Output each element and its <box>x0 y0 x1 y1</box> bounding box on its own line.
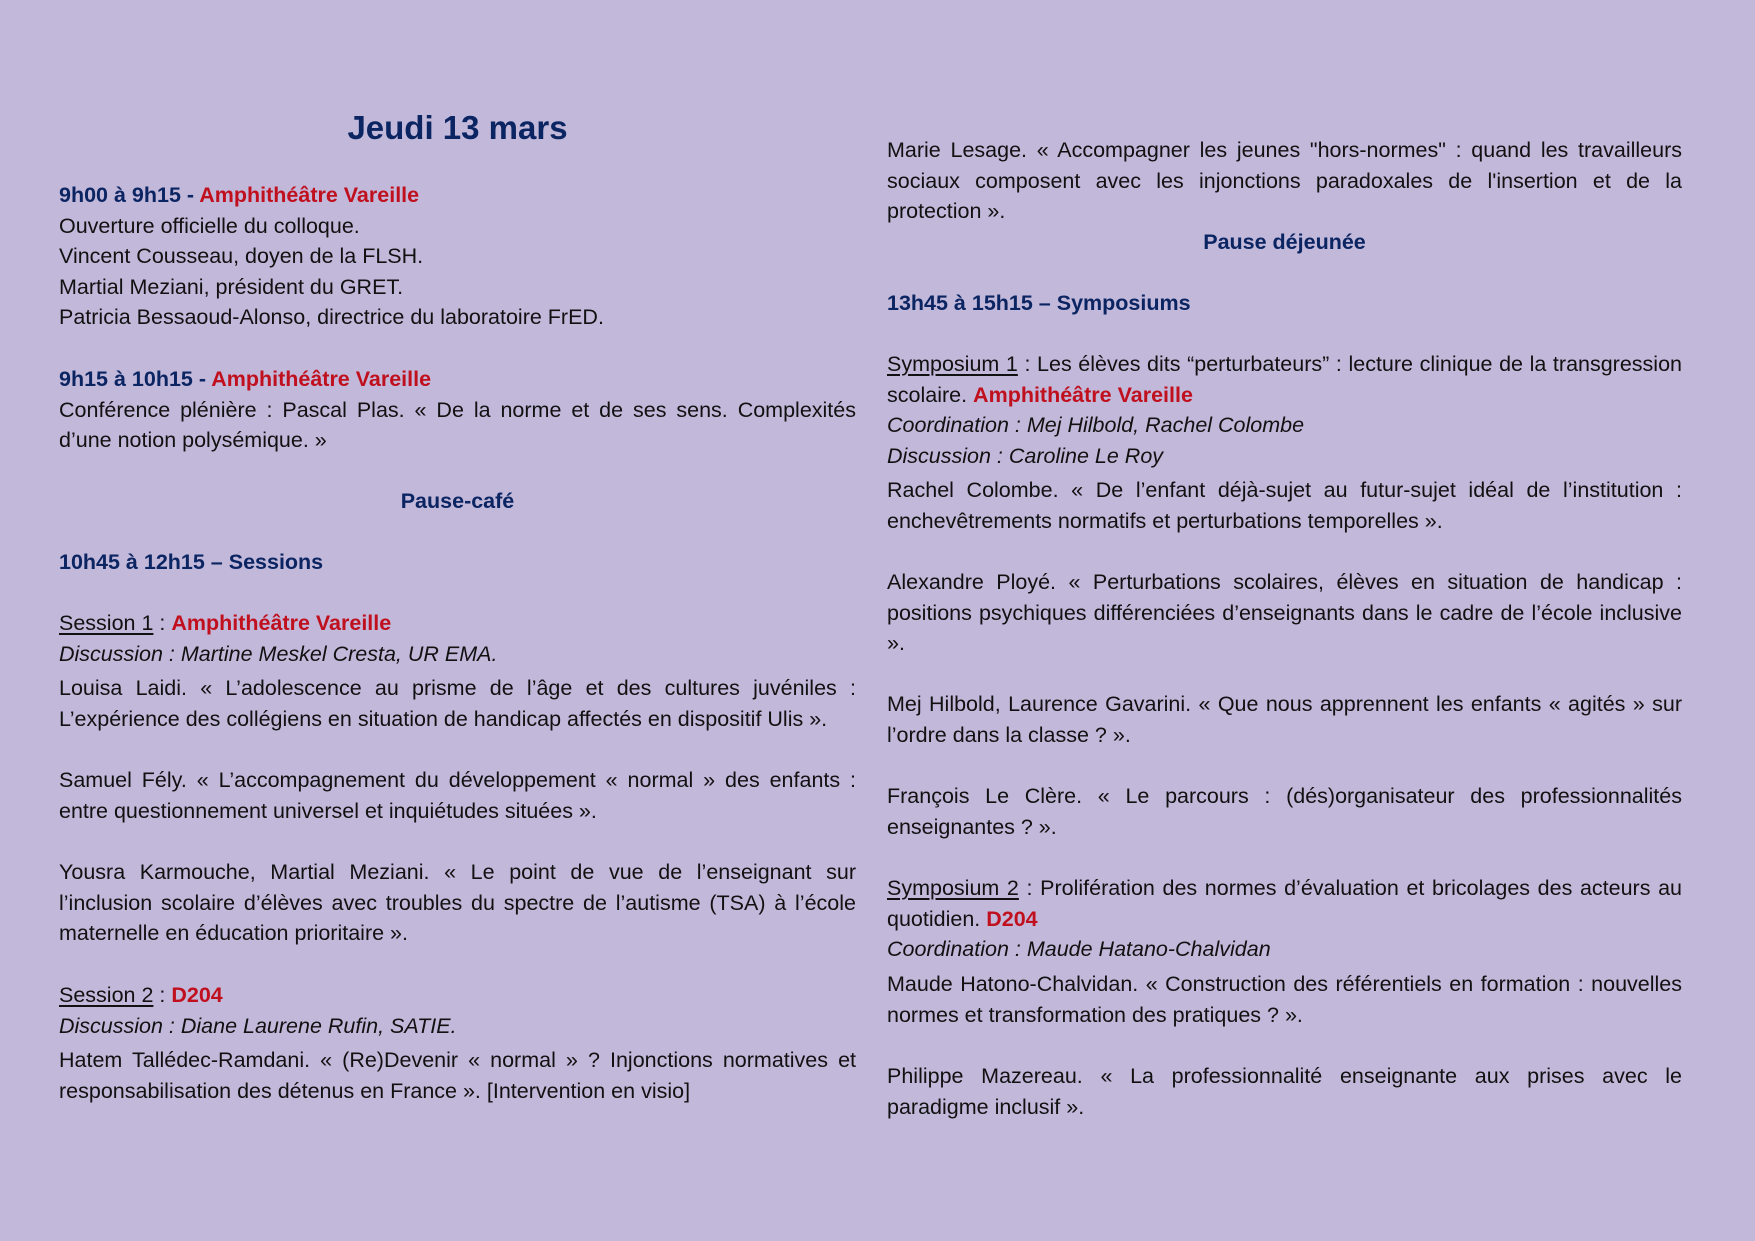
opening-time: 9h00 à 9h15 - <box>59 183 200 207</box>
day-title: Jeudi 13 mars <box>347 109 568 146</box>
symposium-1-room: Amphithéâtre Vareille <box>973 382 1193 407</box>
symposium-2-label: Symposium 2 <box>887 876 1019 900</box>
continued-talk: Marie Lesage. « Accompagner les jeunes "hors-normes" : quand les travailleurs sociaux composent avec les injonctions paradoxales de l'insertion et de la protection ». <box>887 138 1682 223</box>
plenary-text: Conférence plénière : Pascal Plas. « De la norme et de ses sens. Complexités d’une notion polysémique. » <box>59 397 856 452</box>
plenary-room: Amphithéâtre Vareille <box>211 367 432 391</box>
plenary-time: 9h15 à 10h15 - <box>59 367 212 391</box>
session-1-label: Session 1 <box>59 611 154 635</box>
symposium-1-talk: Rachel Colombe. « De l’enfant déjà-sujet au futur-sujet idéal de l’institution : enchevêtrements normatifs et perturbations temporelles ». <box>887 478 1682 533</box>
symposium-1-coordination: Coordination : Mej Hilbold, Rachel Colombe <box>887 413 1305 437</box>
session-1-discussion: Discussion : Martine Meskel Cresta, UR EMA. <box>59 641 498 666</box>
symposium-2 <box>887 873 1682 965</box>
opening-line: Ouverture officielle du colloque. <box>59 213 360 238</box>
opening-heading <box>59 180 856 211</box>
symposium-2-heading <box>887 873 1682 934</box>
session-1-talk: Louisa Laidi. « L’adolescence au prisme de l’âge et des cultures juvéniles : L’expérience des collégiens en situation de handicap affectés en dispositif Ulis ». <box>59 676 856 731</box>
opening-line: Martial Meziani, président du GRET. <box>59 274 404 299</box>
symposiums-time: 13h45 à 15h15 – Symposiums <box>887 291 1191 315</box>
opening-block <box>59 180 856 333</box>
session-2 <box>59 980 856 1041</box>
session-1-heading <box>59 608 856 639</box>
session-2-heading <box>59 980 856 1011</box>
opening-line: Patricia Bessaoud-Alonso, directrice du laboratoire FrED. <box>59 305 604 329</box>
session-1-room: Amphithéâtre Vareille <box>171 611 392 635</box>
symposium-1-talk: François Le Clère. « Le parcours : (dés)organisateur des professionnalités enseignantes ? ». <box>887 784 1682 839</box>
session-2-sep: : <box>153 983 172 1007</box>
session-2-discussion: Discussion : Diane Laurene Rufin, SATIE. <box>59 1013 457 1038</box>
session-1-talk: Samuel Fély. « L’accompagnement du développement « normal » des enfants : entre questionnement universel et inquiétudes situées ». <box>59 768 856 823</box>
sessions-time: 10h45 à 12h15 – Sessions <box>59 550 324 574</box>
symposium-2-title: : Prolifération des normes d’évaluation et bricolages des acteurs au quotidien. <box>887 876 1682 931</box>
symposium-2-talk: Maude Hatono-Chalvidan. « Construction des référentiels en formation : nouvelles normes et transformation des pratiques ? ». <box>887 972 1682 1027</box>
session-2-room: D204 <box>171 983 223 1007</box>
symposium-1-title: : Les élèves dits “perturbateurs” : lecture clinique de la transgression scolaire. <box>887 352 1682 407</box>
session-1-sep: : <box>153 611 172 635</box>
symposium-1-talk: Alexandre Ployé. « Perturbations scolaires, élèves en situation de handicap : positions psychiques différenciées d’enseignants dans le cadre de l’école inclusive ». <box>887 570 1682 655</box>
symposium-1 <box>887 349 1682 471</box>
opening-room: Amphithéâtre Vareille <box>199 183 420 207</box>
session-1 <box>59 608 856 669</box>
coffee-break: Pause-café <box>400 489 515 513</box>
lunch-break: Pause déjeunée <box>1203 230 1366 254</box>
symposium-2-talk: Philippe Mazereau. « La professionnalité enseignante aux prises avec le paradigme inclusif ». <box>887 1064 1682 1119</box>
symposium-1-talk: Mej Hilbold, Laurence Gavarini. « Que nous apprennent les enfants « agités » sur l’ordre dans la classe ? ». <box>887 692 1682 747</box>
session-2-label: Session 2 <box>59 983 154 1007</box>
session-2-talk: Hatem Tallédec-Ramdani. « (Re)Devenir « normal » ? Injonctions normatives et responsabilisation des détenus en France ». [Intervention en visio] <box>59 1048 856 1103</box>
symposium-2-coordination: Coordination : Maude Hatano-Chalvidan <box>887 937 1271 961</box>
symposium-1-discussion: Discussion : Caroline Le Roy <box>887 443 1164 468</box>
symposium-1-label: Symposium 1 <box>887 352 1018 376</box>
symposium-1-heading <box>887 349 1682 410</box>
opening-line: Vincent Cousseau, doyen de la FLSH. <box>59 244 424 268</box>
symposium-2-room: D204 <box>986 906 1038 931</box>
plenary-block <box>59 364 856 456</box>
plenary-heading <box>59 364 856 395</box>
session-1-talk: Yousra Karmouche, Martial Meziani. « Le point de vue de l’enseignant sur l’inclusion scolaire d’élèves avec troubles du spectre de l’autisme (TSA) à l’école maternelle en éducation prioritaire ». <box>59 860 856 945</box>
